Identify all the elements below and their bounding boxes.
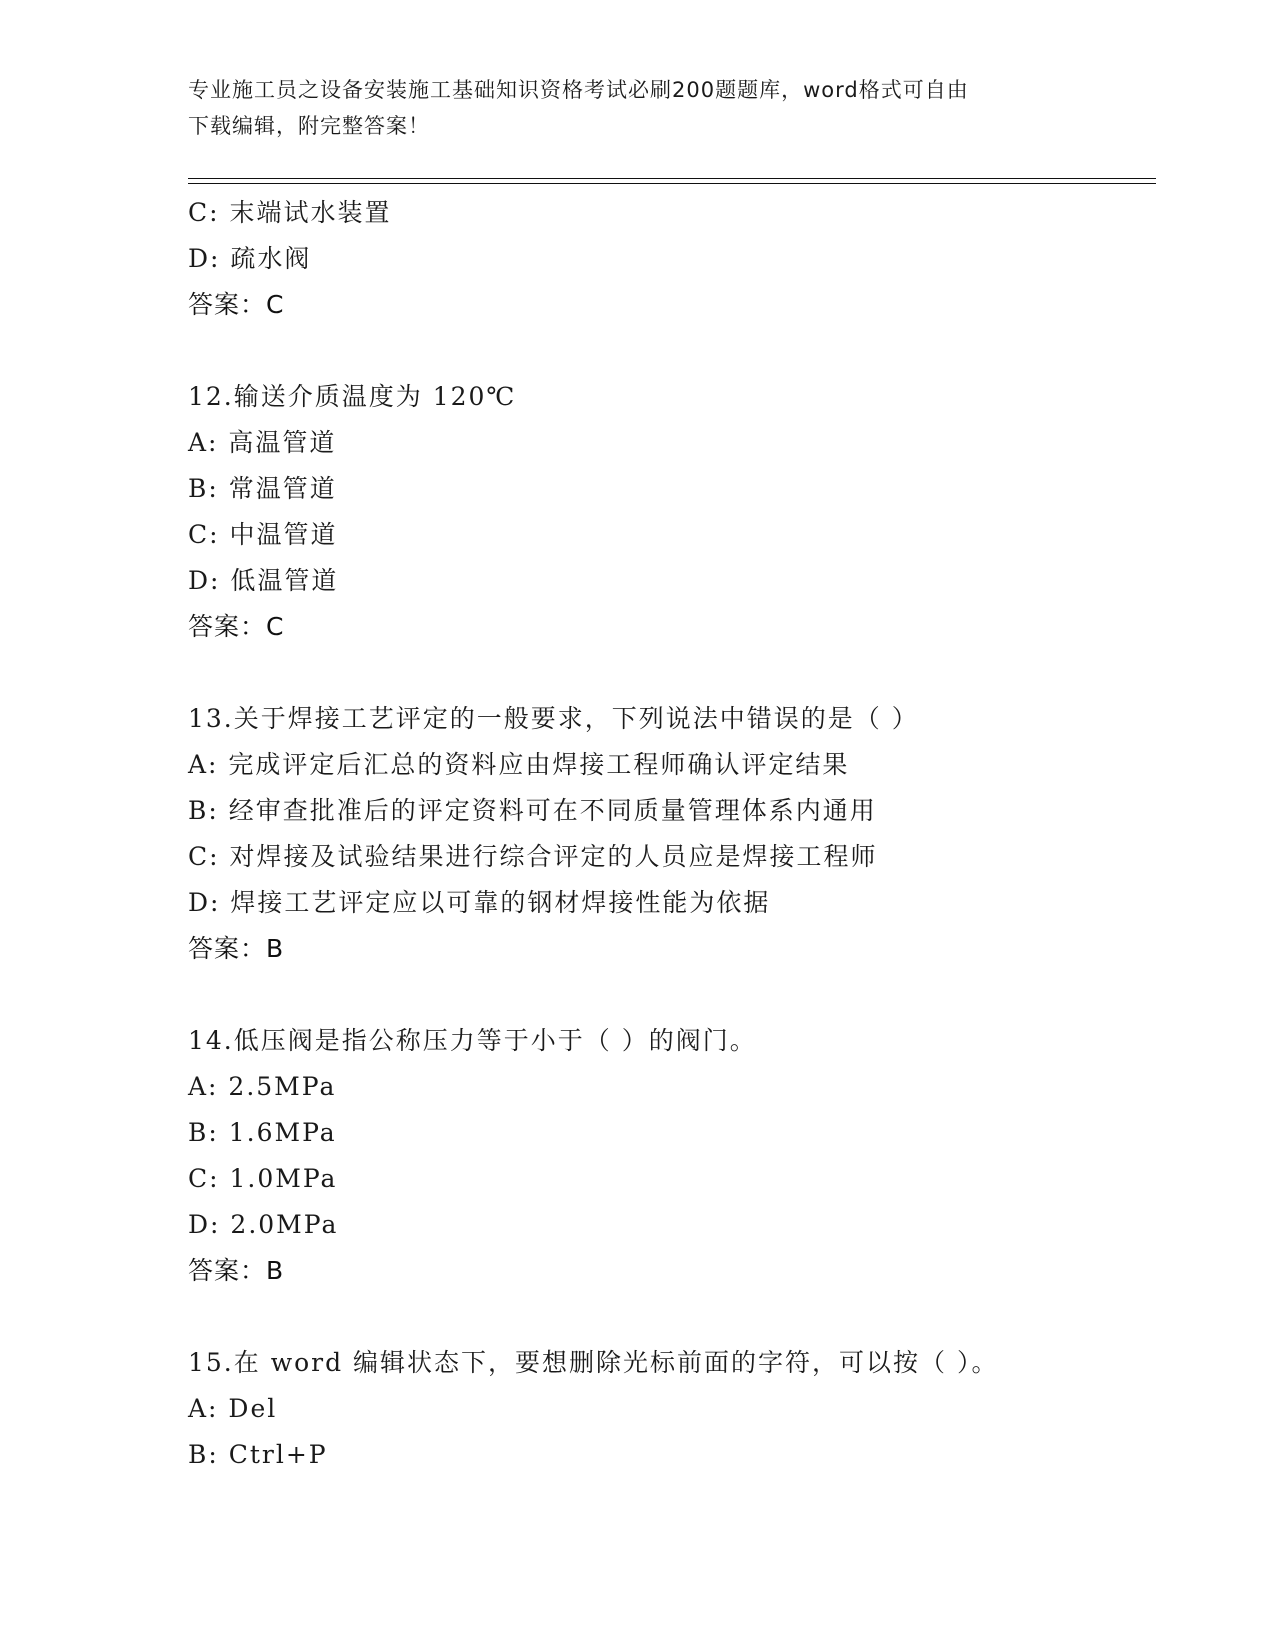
question-stem: 15.在 word 编辑状态下，要想删除光标前面的字符，可以按（ ）。 bbox=[188, 1348, 999, 1377]
option-c: C: 1.0MPa bbox=[188, 1164, 338, 1193]
header-title-line-1: 专业施工员之设备安装施工基础知识资格考试必刷200题题库，word格式可自由 bbox=[188, 78, 969, 102]
option-c: C: 中温管道 bbox=[188, 520, 338, 549]
question-13 bbox=[188, 696, 1156, 972]
option-d: D: 疏水阀 bbox=[188, 244, 312, 273]
question-15 bbox=[188, 1340, 1156, 1478]
document-header bbox=[188, 72, 1068, 144]
option-a: A: 完成评定后汇总的资料应由焊接工程师确认评定结果 bbox=[188, 750, 850, 779]
option-b: B: 1.6MPa bbox=[188, 1118, 337, 1147]
question-12 bbox=[188, 374, 1156, 650]
option-a: A: 2.5MPa bbox=[188, 1072, 337, 1101]
option-d: D: 低温管道 bbox=[188, 566, 339, 595]
question-stem: 13.关于焊接工艺评定的一般要求，下列说法中错误的是（ ） bbox=[188, 704, 919, 733]
question-stem: 12.输送介质温度为 120℃ bbox=[188, 382, 517, 411]
option-d: D: 2.0MPa bbox=[188, 1210, 339, 1239]
answer-line: 答案：B bbox=[188, 934, 285, 963]
question-stem: 14.低压阀是指公称压力等于小于（ ）的阀门。 bbox=[188, 1026, 757, 1055]
option-d: D: 焊接工艺评定应以可靠的钢材焊接性能为依据 bbox=[188, 888, 771, 917]
spacer bbox=[188, 1294, 1156, 1340]
question-14 bbox=[188, 1018, 1156, 1294]
option-b: B: 经审查批准后的评定资料可在不同质量管理体系内通用 bbox=[188, 796, 877, 825]
option-b: B: 常温管道 bbox=[188, 474, 337, 503]
option-c: C: 对焊接及试验结果进行综合评定的人员应是焊接工程师 bbox=[188, 842, 878, 871]
header-title-line-2: 下载编辑，附完整答案！ bbox=[188, 114, 430, 138]
answer-line: 答案：C bbox=[188, 290, 285, 319]
option-c: C: 末端试水装置 bbox=[188, 198, 392, 227]
option-a: A: Del bbox=[188, 1394, 278, 1423]
question-list bbox=[188, 190, 1156, 1478]
header-divider-top bbox=[188, 178, 1156, 179]
answer-line: 答案：C bbox=[188, 612, 285, 641]
answer-line: 答案：B bbox=[188, 1256, 285, 1285]
spacer bbox=[188, 328, 1156, 374]
option-a: A: 高温管道 bbox=[188, 428, 337, 457]
option-b: B: Ctrl+P bbox=[188, 1440, 328, 1469]
question-11-continued bbox=[188, 190, 1156, 328]
spacer bbox=[188, 650, 1156, 696]
spacer bbox=[188, 972, 1156, 1018]
header-divider-bottom bbox=[188, 183, 1156, 184]
